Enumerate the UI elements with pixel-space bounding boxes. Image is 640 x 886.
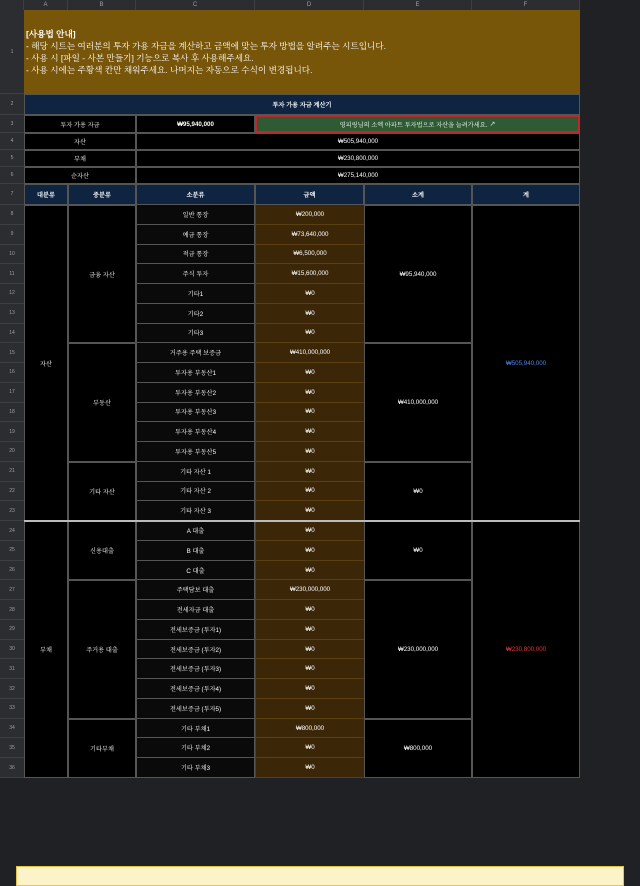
item-amount-input[interactable]: ₩0 [255, 304, 364, 324]
item-name: 기타2 [136, 304, 255, 324]
column-header-c[interactable]: C [136, 0, 255, 10]
assets-major-label: 자산 [24, 205, 68, 521]
item-name: 기타 자산 1 [136, 462, 255, 482]
row-header-21[interactable]: 21 [0, 462, 24, 482]
row-header-14[interactable]: 14 [0, 324, 24, 344]
column-header-f[interactable]: F [472, 0, 580, 10]
item-name: 전세보증금 (투자3) [136, 659, 255, 679]
row-header-8[interactable]: 8 [0, 205, 24, 225]
item-amount-input[interactable]: ₩410,000,000 [255, 343, 364, 363]
row-header-27[interactable]: 27 [0, 580, 24, 600]
item-amount-input[interactable]: ₩6,500,000 [255, 245, 364, 265]
row-header-11[interactable]: 11 [0, 264, 24, 284]
item-name: 투자용 부동산1 [136, 363, 255, 383]
item-amount-input[interactable]: ₩0 [255, 442, 364, 462]
liabilities-total: ₩230,800,000 [472, 521, 580, 778]
item-amount-input[interactable]: ₩200,000 [255, 205, 364, 225]
row-header-25[interactable]: 25 [0, 541, 24, 561]
item-name: 전세보증금 (투자4) [136, 679, 255, 699]
item-amount-input[interactable]: ₩0 [255, 383, 364, 403]
summary-value-1: ₩505,940,000 [136, 133, 580, 150]
item-amount-input[interactable]: ₩0 [255, 758, 364, 778]
liabilities-group-2-name: 주거용 대출 [68, 580, 136, 718]
header-total: 계 [472, 184, 580, 205]
row-header-22[interactable]: 22 [0, 482, 24, 502]
summary-value-3: ₩275,140,000 [136, 167, 580, 184]
item-amount-input[interactable]: ₩0 [255, 600, 364, 620]
header-minor: 소분류 [136, 184, 255, 205]
liabilities-group-1-name: 신용대출 [68, 521, 136, 580]
item-amount-input[interactable]: ₩0 [255, 501, 364, 521]
row-header-16[interactable]: 16 [0, 363, 24, 383]
item-amount-input[interactable]: ₩0 [255, 738, 364, 758]
item-amount-input[interactable]: ₩0 [255, 284, 364, 304]
liabilities-group-3-subtotal: ₩800,000 [364, 719, 472, 778]
liabilities-major-label: 부채 [24, 521, 68, 778]
row-header-17[interactable]: 17 [0, 383, 24, 403]
item-amount-input[interactable]: ₩0 [255, 620, 364, 640]
liabilities-group-2-subtotal: ₩230,000,000 [364, 580, 472, 718]
row-header-36[interactable]: 36 [0, 758, 24, 778]
liabilities-group-3-name: 기타부채 [68, 719, 136, 778]
select-all-corner[interactable] [0, 0, 24, 10]
item-amount-input[interactable]: ₩0 [255, 422, 364, 442]
header-major: 대분류 [24, 184, 68, 205]
item-name: 전세보증금 (투자2) [136, 640, 255, 660]
item-name: 투자용 부동산2 [136, 383, 255, 403]
assets-group-3-subtotal: ₩0 [364, 462, 472, 521]
usage-guide [24, 10, 580, 94]
row-header-31[interactable]: 31 [0, 659, 24, 679]
item-name: C 대출 [136, 561, 255, 581]
row-header-13[interactable]: 13 [0, 304, 24, 324]
assets-group-2-name: 부동산 [68, 343, 136, 462]
assets-group-3-name: 기타 자산 [68, 462, 136, 521]
summary-label-2: 부채 [24, 150, 136, 167]
available-funds-label: 투자 가용 자금 [24, 115, 136, 133]
item-name: 거주용 주택 보증금 [136, 343, 255, 363]
row-header-5[interactable]: 5 [0, 150, 24, 167]
item-amount-input[interactable]: ₩73,640,000 [255, 225, 364, 245]
item-name: 주식 투자 [136, 264, 255, 284]
row-header-4[interactable]: 4 [0, 133, 24, 150]
item-amount-input[interactable]: ₩0 [255, 561, 364, 581]
assets-group-1-name: 금융 자산 [68, 205, 136, 343]
row-header-35[interactable]: 35 [0, 738, 24, 758]
item-amount-input[interactable]: ₩0 [255, 659, 364, 679]
item-amount-input[interactable]: ₩800,000 [255, 719, 364, 739]
investment-recommendation[interactable] [255, 115, 580, 133]
item-amount-input[interactable]: ₩0 [255, 521, 364, 541]
item-amount-input[interactable]: ₩230,000,000 [255, 580, 364, 600]
item-name: B 대출 [136, 541, 255, 561]
header-subtotal: 소계 [364, 184, 472, 205]
row-header-6[interactable]: 6 [0, 167, 24, 184]
item-name: 전세보증금 (투자5) [136, 699, 255, 719]
row-header-32[interactable]: 32 [0, 679, 24, 699]
row-header-2[interactable]: 2 [0, 94, 24, 115]
row-header-26[interactable]: 26 [0, 561, 24, 581]
item-name: 기타 부채3 [136, 758, 255, 778]
item-name: 기타 부채1 [136, 719, 255, 739]
row-header-20[interactable]: 20 [0, 442, 24, 462]
row-header-28[interactable]: 28 [0, 600, 24, 620]
item-name: 기타 부채2 [136, 738, 255, 758]
link-icon[interactable]: ↗ [489, 121, 496, 128]
liabilities-group-1-subtotal: ₩0 [364, 521, 472, 580]
item-amount-input[interactable]: ₩0 [255, 363, 364, 383]
item-amount-input[interactable]: ₩0 [255, 640, 364, 660]
assets-group-1-subtotal: ₩95,940,000 [364, 205, 472, 343]
item-amount-input[interactable]: ₩0 [255, 403, 364, 423]
header-amount: 금액 [255, 184, 364, 205]
item-name: 투자용 부동산3 [136, 403, 255, 423]
row-header-10[interactable]: 10 [0, 245, 24, 265]
row-header-30[interactable]: 30 [0, 640, 24, 660]
assets-total: ₩505,940,000 [472, 205, 580, 521]
row-header-29[interactable]: 29 [0, 620, 24, 640]
section-divider [24, 520, 580, 522]
row-header-3[interactable]: 3 [0, 115, 24, 133]
summary-label-3: 순자산 [24, 167, 136, 184]
header-mid: 중분류 [68, 184, 136, 205]
row-header-33[interactable]: 33 [0, 699, 24, 719]
item-name: 기타3 [136, 324, 255, 344]
column-header-d[interactable]: D [255, 0, 364, 10]
item-name: 주택담보 대출 [136, 580, 255, 600]
row-header-12[interactable]: 12 [0, 284, 24, 304]
row-header-23[interactable]: 23 [0, 501, 24, 521]
item-amount-input[interactable]: ₩15,600,000 [255, 264, 364, 284]
item-name: 예금 통장 [136, 225, 255, 245]
item-name: 투자용 부동산4 [136, 422, 255, 442]
item-name: 기타 자산 3 [136, 501, 255, 521]
item-name: 투자용 부동산5 [136, 442, 255, 462]
usage-guide-line3: - 사용 시에는 주황색 칸만 채워주세요. 나머지는 자동으로 수식이 변경됩니다. [26, 65, 313, 75]
item-amount-input[interactable]: ₩0 [255, 541, 364, 561]
bottom-note-box[interactable] [16, 866, 624, 886]
item-amount-input[interactable]: ₩0 [255, 699, 364, 719]
usage-guide-line1: - 해당 시트는 여러분의 투자 가용 자금을 계산하고 금액에 맞는 투자 방법을 알려주는 시트입니다. [26, 41, 387, 51]
item-amount-input[interactable]: ₩0 [255, 324, 364, 344]
row-header-19[interactable]: 19 [0, 422, 24, 442]
item-name: A 대출 [136, 521, 255, 541]
recommendation-text: 영피링님의 소액 아파트 투자법으로 자산을 늘려가세요. [339, 121, 488, 129]
item-name: 전세자금 대출 [136, 600, 255, 620]
summary-value-2: ₩230,800,000 [136, 150, 580, 167]
summary-label-1: 자산 [24, 133, 136, 150]
usage-guide-title: [사용법 안내] [26, 29, 76, 39]
column-header-e[interactable]: E [364, 0, 472, 10]
item-name: 기타1 [136, 284, 255, 304]
column-header-b[interactable]: B [68, 0, 136, 10]
usage-guide-line2: - 사용 시 [파일 - 사본 만들기] 기능으로 복사 후 사용해주세요. [26, 53, 254, 63]
row-header-1[interactable]: 1 [0, 10, 24, 94]
column-header-a[interactable]: A [24, 0, 68, 10]
row-header-9[interactable]: 9 [0, 225, 24, 245]
row-header-7[interactable]: 7 [0, 184, 24, 205]
assets-group-2-subtotal: ₩410,000,000 [364, 343, 472, 462]
item-amount-input[interactable]: ₩0 [255, 679, 364, 699]
calculator-title: 투자 가용 자금 계산기 [24, 94, 580, 115]
item-name: 전세보증금 (투자1) [136, 620, 255, 640]
row-header-18[interactable]: 18 [0, 403, 24, 423]
item-name: 일반 통장 [136, 205, 255, 225]
row-header-24[interactable]: 24 [0, 521, 24, 541]
row-header-15[interactable]: 15 [0, 343, 24, 363]
row-header-34[interactable]: 34 [0, 719, 24, 739]
item-name: 기타 자산 2 [136, 482, 255, 502]
item-amount-input[interactable]: ₩0 [255, 482, 364, 502]
item-amount-input[interactable]: ₩0 [255, 462, 364, 482]
available-funds-value[interactable]: ₩95,940,000 [136, 115, 255, 133]
item-name: 적금 통장 [136, 245, 255, 265]
